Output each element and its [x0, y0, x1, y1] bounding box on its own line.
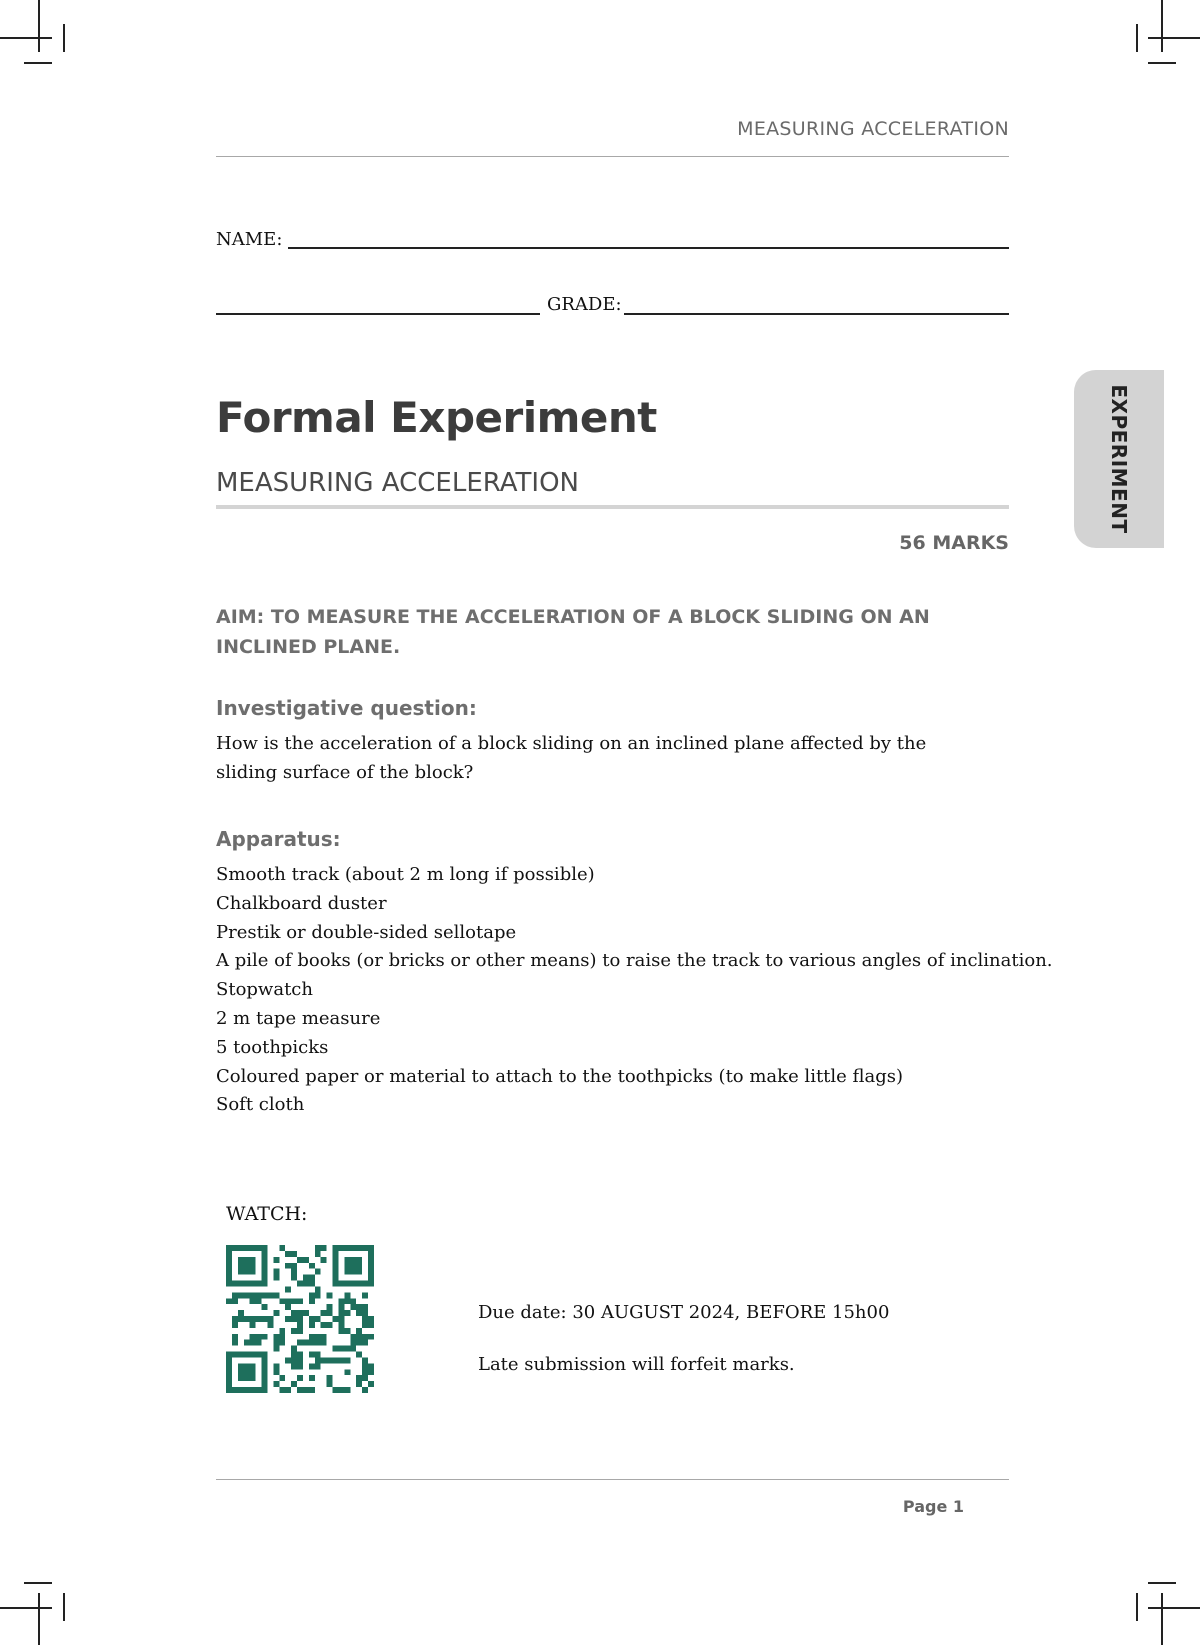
- crop-mark: [1161, 1593, 1163, 1645]
- crop-mark: [24, 62, 52, 64]
- experiment-side-tab: [1074, 370, 1164, 548]
- crop-mark: [1148, 1582, 1176, 1584]
- grade-field[interactable]: [624, 313, 1009, 315]
- crop-mark: [63, 24, 65, 52]
- running-header: MEASURING ACCELERATION: [737, 118, 1009, 140]
- qr-code[interactable]: [226, 1245, 374, 1393]
- crop-mark: [1136, 1593, 1138, 1621]
- crop-mark: [63, 1593, 65, 1621]
- list-item: Prestik or double-sided sellotape: [216, 921, 517, 943]
- apparatus-heading: Apparatus:: [216, 827, 341, 851]
- watch-label: WATCH:: [226, 1203, 308, 1225]
- page-title: Formal Experiment: [216, 393, 657, 442]
- page-number: Page 1: [902, 1497, 964, 1516]
- page-subtitle: MEASURING ACCELERATION: [216, 468, 579, 498]
- name-field[interactable]: [288, 247, 1009, 249]
- crop-mark: [24, 1582, 52, 1584]
- crop-mark: [1136, 24, 1138, 52]
- list-item: A pile of books (or bricks or other means) to raise the track to various angles of inclination.: [216, 950, 1053, 972]
- list-item: Smooth track (about 2 m long if possible): [216, 864, 595, 885]
- crop-mark: [1161, 0, 1163, 52]
- list-item: 2 m tape measure: [216, 1007, 381, 1029]
- side-tab-label: EXPERIMENT: [1107, 384, 1131, 534]
- crop-mark: [38, 0, 40, 52]
- crop-mark: [1148, 62, 1176, 64]
- crop-mark: [0, 1607, 52, 1609]
- due-date: Due date: 30 AUGUST 2024, BEFORE 15h00: [478, 1302, 890, 1323]
- investigative-question: How is the acceleration of a block sliding on an inclined plane affected by the sliding surface of the block?: [216, 733, 927, 783]
- title-rule: [216, 505, 1009, 509]
- grade-label: GRADE:: [547, 294, 622, 315]
- late-submission-note: Late submission will forfeit marks.: [478, 1354, 795, 1375]
- investigative-heading: Investigative question:: [216, 696, 477, 720]
- crop-mark: [1148, 1607, 1200, 1609]
- list-item: Soft cloth: [216, 1094, 305, 1116]
- list-item: Chalkboard duster: [216, 892, 387, 914]
- aim-statement: AIM: TO MEASURE THE ACCELERATION OF A BLOCK SLIDING ON AN INCLINED PLANE.: [216, 606, 930, 658]
- name-label: NAME:: [216, 229, 283, 250]
- header-rule: [216, 156, 1009, 157]
- footer-rule: [216, 1479, 1009, 1480]
- list-item: Coloured paper or material to attach to the toothpicks (to make little flags): [216, 1065, 904, 1087]
- crop-mark: [1148, 37, 1200, 39]
- list-item: 5 toothpicks: [216, 1036, 329, 1058]
- blank-field[interactable]: [216, 313, 540, 315]
- crop-mark: [0, 37, 52, 39]
- apparatus-list: [216, 861, 1053, 1120]
- marks-total: 56 MARKS: [899, 532, 1009, 554]
- list-item: Stopwatch: [216, 979, 313, 1001]
- crop-mark: [38, 1593, 40, 1645]
